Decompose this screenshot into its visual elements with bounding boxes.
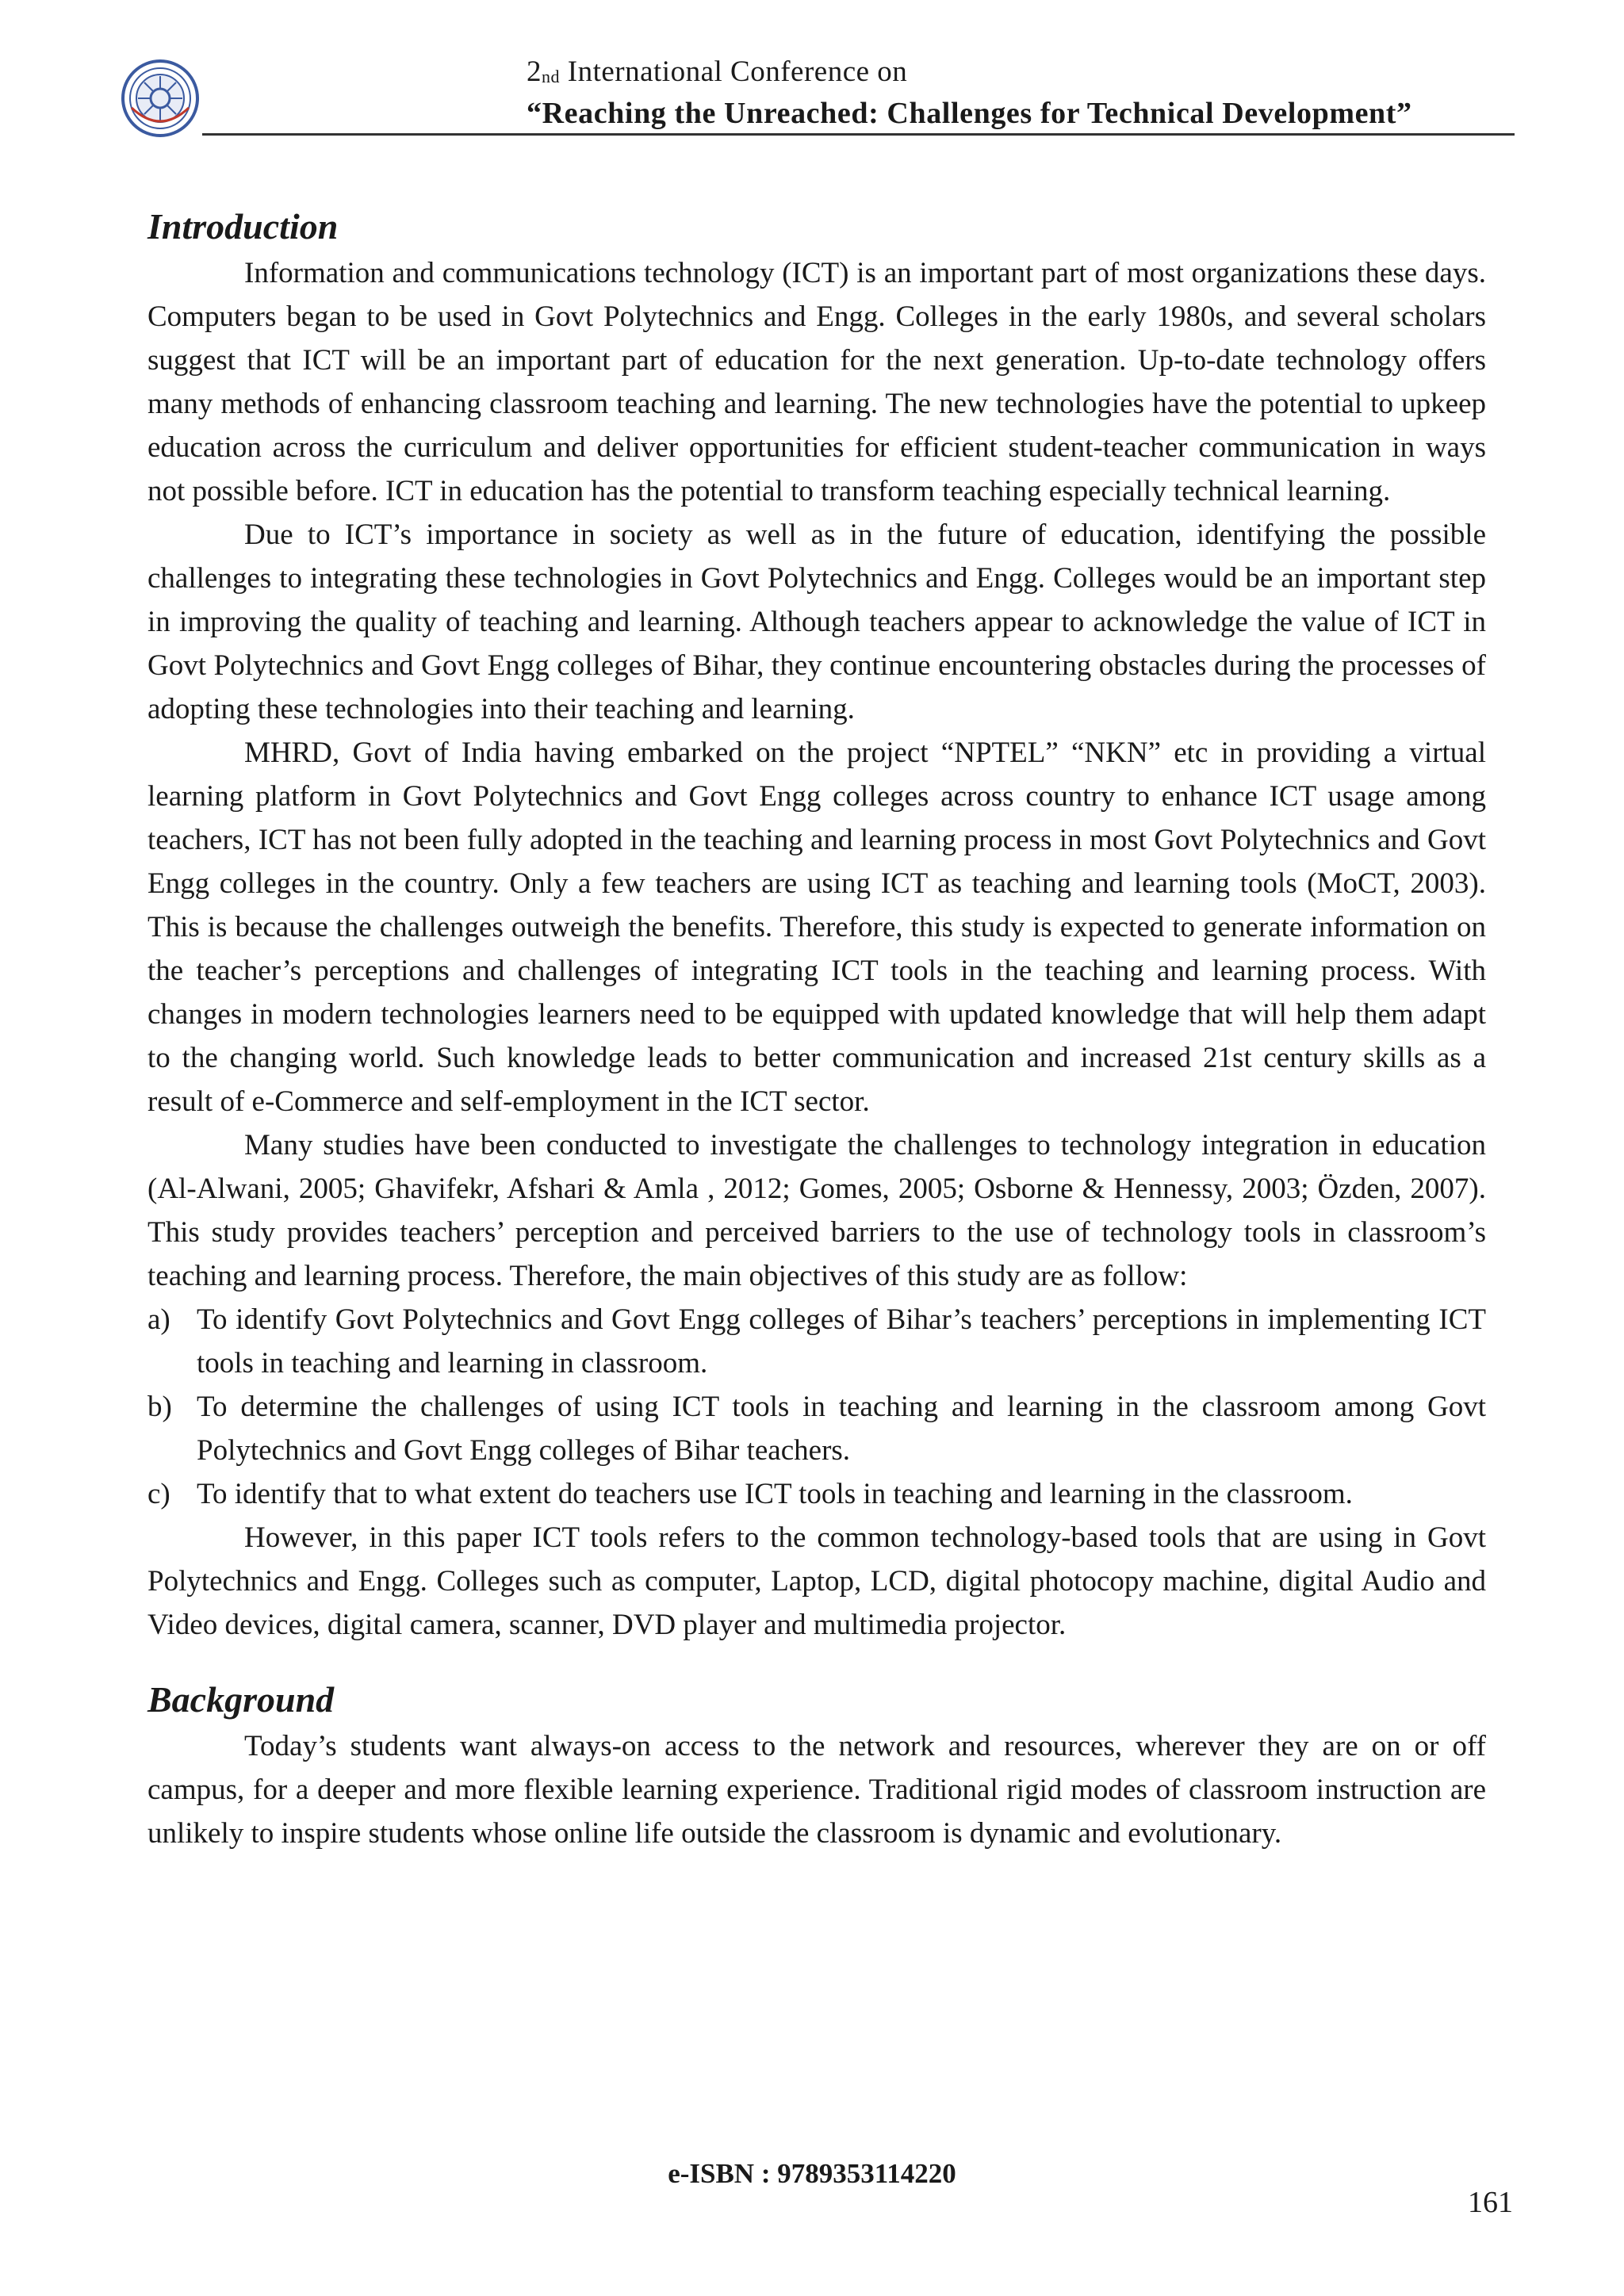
conference-name: International Conference on xyxy=(567,55,908,88)
background-paragraph: Today’s students want always-on access to the network and resources, wherever they are on or off campus, for a deeper and more flexible learning experience. Traditional rigid modes of classroom instruction are unlikely to inspire students whose online life outside the classroom is dynamic and evolutionary. xyxy=(147,1730,1486,1850)
objective-marker: b) xyxy=(147,1391,172,1423)
objective-item xyxy=(147,1385,1486,1472)
introduction-heading: Introduction xyxy=(147,206,339,247)
page-body xyxy=(147,202,1486,1855)
objective-text: To identify Govt Polytechnics and Govt Engg colleges of Bihar’s teachers’ perceptions in implementing ICT tools in teaching and learning in classroom. xyxy=(197,1303,1486,1380)
conference-logo-icon xyxy=(121,59,200,138)
intro-closing-paragraph: However, in this paper ICT tools refers to the common technology-based tools that are using in Govt Polytechnics and Engg. Colleges such as computer, Laptop, LCD, digital photocopy machine, digital Audio and Video devices, digital camera, scanner, DVD player and multimedia projector. xyxy=(147,1521,1486,1641)
background-heading: Background xyxy=(147,1679,335,1720)
conference-line-1 xyxy=(527,54,1518,95)
conference-theme: “Reaching the Unreached: Challenges for Technical Development” xyxy=(527,97,1412,130)
conference-ordinal-number: 2 xyxy=(527,55,542,88)
conference-ordinal-suffix: nd xyxy=(542,67,560,86)
intro-paragraph-4: Many studies have been conducted to investigate the challenges to technology integration in education (Al-Alwani, 2005; Ghavifekr, Afshari & Amla , 2012; Gomes, 2005; Osborne & Hennessy, 2003; Özden, 2007). This study provides teachers’ perception and perceived barriers to the use of technology tools in classroom’s teaching and learning process. Therefore, the main objectives of this study are as follow: xyxy=(147,1129,1486,1292)
page-header xyxy=(119,54,1515,141)
intro-paragraph-1: Information and communications technology (ICT) is an important part of most organizations these days. Computers began to be used in Govt Polytechnics and Engg. Colleges in the early 1980s, and several scholars suggest that ICT will be an important part of education for the next generation. Up-to-date technology offers many methods of enhancing classroom teaching and learning. The new technologies have the potential to upkeep education across the curriculum and deliver opportunities for efficient student-teacher communication in ways not possible before. ICT in education has the potential to transform teaching especially technical learning. xyxy=(147,257,1486,507)
header-divider xyxy=(202,133,1515,136)
intro-paragraph-2: Due to ICT’s importance in society as well as in the future of education, identifying the possible challenges to integrating these technologies in Govt Polytechnics and Engg. Colleges would be an important step in improving the quality of teaching and learning. Although teachers appear to acknowledge the value of ICT in Govt Polytechnics and Govt Engg colleges of Bihar, they continue encountering obstacles during the processes of adopting these technologies into their teaching and learning. xyxy=(147,519,1486,725)
objective-marker: c) xyxy=(147,1478,170,1510)
objective-marker: a) xyxy=(147,1303,170,1336)
objective-text: To determine the challenges of using ICT tools in teaching and learning in the classroom among Govt Polytechnics and Govt Engg colleges of Bihar teachers. xyxy=(197,1391,1486,1467)
objective-text: To identify that to what extent do teachers use ICT tools in teaching and learning in the classroom. xyxy=(197,1478,1353,1510)
conference-title-block xyxy=(527,54,1518,132)
footer-isbn: e-ISBN : 9789353114220 xyxy=(668,2158,956,2189)
objectives-list xyxy=(147,1298,1486,1516)
page-number: 161 xyxy=(1468,2186,1513,2219)
objective-item xyxy=(147,1298,1486,1385)
objective-item xyxy=(147,1472,1486,1516)
intro-paragraph-3: MHRD, Govt of India having embarked on the project “NPTEL” “NKN” etc in providing a virtual learning platform in Govt Polytechnics and Govt Engg colleges across country to enhance ICT usage among teachers, ICT has not been fully adopted in the teaching and learning process in most Govt Polytechnics and Govt Engg colleges in the country. Only a few teachers are using ICT as teaching and learning tools (MoCT, 2003). This is because the challenges outweigh the benefits. Therefore, this study is expected to generate information on the teacher’s perceptions and challenges of integrating ICT tools in the teaching and learning process. With changes in modern technologies learners need to be equipped with updated knowledge that will help them adapt to the changing world. Such knowledge leads to better communication and increased 21st century skills as a result of e-Commerce and self-employment in the ICT sector. xyxy=(147,737,1486,1118)
